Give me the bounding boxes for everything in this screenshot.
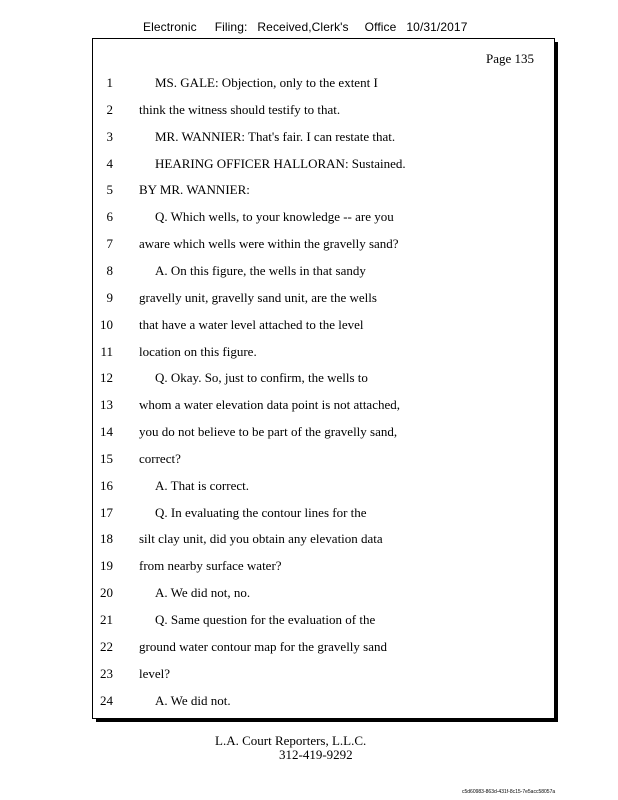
line-number: 11 — [100, 343, 113, 359]
line-text: Q. In evaluating the contour lines for the — [155, 504, 367, 520]
line-number: 13 — [100, 397, 113, 413]
line-number: 20 — [100, 585, 113, 601]
line-number: 14 — [100, 424, 113, 440]
transcript-line — [93, 344, 553, 364]
line-text: level? — [139, 665, 171, 681]
line-text: A. We did not, no. — [155, 585, 251, 601]
line-text: ground water contour map for the gravelly sand — [139, 638, 388, 654]
line-number: 23 — [100, 665, 113, 681]
line-text: think the witness should testify to that. — [139, 101, 341, 117]
filing-stamp-header — [143, 20, 467, 34]
transcript-line — [93, 182, 553, 202]
transcript-line — [93, 451, 553, 471]
transcript-line — [93, 290, 553, 310]
line-text: that have a water level attached to the level — [139, 316, 364, 332]
line-text: silt clay unit, did you obtain any elevation data — [139, 531, 383, 547]
transcript-line — [93, 478, 553, 498]
document-id: c5d60983-863d-431f-8c15-7e5acc58057a — [462, 789, 556, 795]
transcript-line — [93, 397, 553, 417]
header-part-date: 10/31/2017 — [406, 20, 468, 34]
header-part-received: Received,Clerk's — [257, 20, 349, 34]
line-text: you do not believe to be part of the gravelly sand, — [139, 424, 398, 440]
transcript-line — [93, 612, 553, 632]
line-text: A. That is correct. — [155, 477, 249, 493]
line-text: HEARING OFFICER HALLORAN: Sustained. — [155, 155, 406, 171]
page-box-shadow-right — [555, 42, 558, 722]
transcript-line — [93, 639, 553, 659]
transcript-page-box — [92, 38, 555, 719]
line-text: whom a water elevation data point is not attached, — [139, 397, 400, 413]
line-number: 3 — [106, 128, 113, 144]
page-box-shadow-bottom — [96, 719, 558, 722]
page-number: Page 135 — [485, 51, 534, 66]
line-text: correct? — [139, 450, 181, 466]
reporter-company: L.A. Court Reporters, L.L.C. — [215, 733, 367, 748]
transcript-line — [93, 209, 553, 229]
line-number: 21 — [100, 612, 113, 627]
line-text: MR. WANNIER: That's fair. I can restate that. — [155, 128, 396, 144]
transcript-line — [93, 75, 553, 95]
line-text: Q. Which wells, to your knowledge -- are you — [155, 209, 394, 225]
transcript-line — [93, 370, 553, 390]
line-number: 8 — [106, 262, 113, 278]
transcript-line — [93, 585, 553, 605]
transcript-line — [93, 129, 553, 149]
line-text: location on this figure. — [139, 343, 257, 359]
transcript-line — [93, 666, 553, 686]
line-number: 6 — [106, 209, 113, 225]
transcript-line — [93, 156, 553, 176]
line-text: gravelly unit, gravelly sand unit, are the wells — [139, 289, 377, 305]
transcript-line — [93, 558, 553, 578]
line-number: 7 — [106, 236, 113, 252]
line-number: 12 — [100, 370, 113, 386]
transcript-line — [93, 236, 553, 256]
line-number: 9 — [106, 289, 113, 305]
line-number: 4 — [106, 155, 113, 171]
line-number: 5 — [106, 182, 113, 198]
line-number: 16 — [100, 477, 113, 493]
reporter-phone: 312-419-9292 — [279, 747, 353, 762]
line-text: A. We did not. — [155, 692, 231, 708]
line-number: 22 — [100, 638, 113, 654]
transcript-line — [93, 531, 553, 551]
transcript-line — [93, 102, 553, 122]
line-number: 17 — [100, 504, 113, 520]
line-number: 15 — [100, 450, 113, 466]
line-number: 24 — [100, 692, 113, 708]
transcript-line — [93, 505, 553, 525]
line-number: 19 — [100, 558, 113, 574]
line-text: BY MR. WANNIER: — [139, 182, 250, 198]
line-number: 2 — [106, 101, 113, 117]
line-number: 18 — [100, 531, 113, 547]
line-text: from nearby surface water? — [139, 558, 282, 574]
line-number: 10 — [100, 316, 113, 332]
transcript-line — [93, 263, 553, 283]
line-number: 1 — [106, 75, 113, 90]
header-part-filing: Filing: — [214, 20, 248, 34]
line-text: A. On this figure, the wells in that sandy — [155, 262, 366, 278]
transcript-line — [93, 317, 553, 337]
header-part-electronic: Electronic — [143, 20, 197, 34]
line-text: Q. Same question for the evaluation of the — [155, 612, 376, 627]
transcript-line — [93, 693, 553, 713]
line-text: aware which wells were within the gravelly sand? — [139, 236, 399, 252]
line-text: Q. Okay. So, just to confirm, the wells to — [155, 370, 368, 386]
transcript-line — [93, 424, 553, 444]
line-text: MS. GALE: Objection, only to the extent I — [155, 75, 378, 90]
header-part-office: Office — [364, 20, 397, 34]
